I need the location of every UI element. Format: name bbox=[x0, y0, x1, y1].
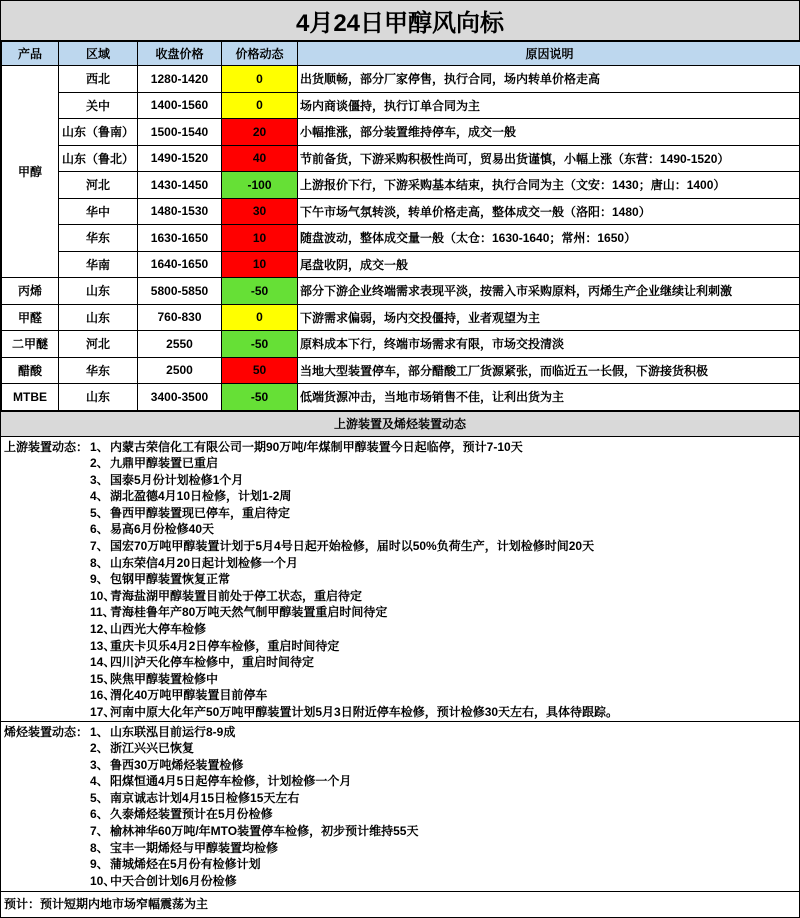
table-row bbox=[2, 384, 800, 411]
list-text: 中天合创计划6月份检修 bbox=[110, 873, 237, 888]
price-cell: 1400-1560 bbox=[138, 92, 222, 119]
change-cell: 0 bbox=[222, 304, 298, 331]
region-cell: 山东（鲁北） bbox=[59, 145, 138, 172]
list-text: 内蒙古荣信化工有限公司一期90万吨/年煤制甲醇装置今日起临停，预计7-10天 bbox=[110, 439, 523, 454]
table-row bbox=[2, 251, 800, 278]
table-row bbox=[2, 92, 800, 119]
list-item bbox=[4, 724, 799, 741]
reason-cell: 随盘波动，整体成交量一般（太仓：1630-1640；常州：1650） bbox=[298, 225, 800, 252]
list-number: 8、 bbox=[90, 840, 109, 855]
list-number: 14、 bbox=[90, 655, 116, 670]
list-lead bbox=[4, 873, 90, 890]
price-cell: 1430-1450 bbox=[138, 172, 222, 199]
list-text: 渭化40万吨甲醇装置目前停车 bbox=[110, 688, 268, 703]
list-lead bbox=[4, 790, 90, 807]
list-number: 7、 bbox=[90, 824, 109, 839]
list-text: 山东联泓目前运行8-9成 bbox=[110, 724, 236, 739]
list-item bbox=[4, 856, 799, 873]
region-cell: 河北 bbox=[59, 172, 138, 199]
list-number: 16、 bbox=[90, 688, 116, 703]
list-text: 宝丰一期烯烃与甲醇装置均检修 bbox=[110, 840, 279, 855]
product-name: MTBE bbox=[2, 384, 59, 411]
list-item bbox=[4, 439, 799, 456]
product-name: 甲醛 bbox=[2, 304, 59, 331]
reason-cell: 下午市场气氛转淡，转单价格走高，整体成交一般（洛阳：1480） bbox=[298, 198, 800, 225]
reason-cell: 出货顺畅，部分厂家停售，执行合同，场内转单价格走高 bbox=[298, 66, 800, 93]
list-lead bbox=[4, 555, 90, 572]
reason-cell: 小幅推涨，部分装置维持停车，成交一般 bbox=[298, 119, 800, 146]
list-item bbox=[4, 588, 799, 605]
product-name: 甲醇 bbox=[2, 66, 59, 278]
list-item bbox=[4, 621, 799, 638]
price-cell: 1280-1420 bbox=[138, 66, 222, 93]
upstream-block bbox=[1, 437, 799, 722]
list-number: 6、 bbox=[90, 522, 109, 537]
list-number: 7、 bbox=[90, 539, 109, 554]
list-number: 9、 bbox=[90, 857, 109, 872]
list-number: 5、 bbox=[90, 505, 109, 520]
list-item bbox=[4, 790, 799, 807]
list-item bbox=[4, 773, 799, 790]
table-header-row bbox=[2, 42, 800, 66]
list-number: 10、 bbox=[90, 873, 116, 888]
list-lead bbox=[4, 455, 90, 472]
list-lead bbox=[4, 773, 90, 790]
reason-cell: 上游报价下行，下游采购基本结束，执行合同为主（文安：1430；唐山：1400） bbox=[298, 172, 800, 199]
change-cell: -50 bbox=[222, 278, 298, 305]
list-item bbox=[4, 671, 799, 688]
change-cell: 30 bbox=[222, 198, 298, 225]
list-text: 四川泸天化停车检修中，重启时间待定 bbox=[110, 655, 315, 670]
table-row bbox=[2, 172, 800, 199]
list-number: 1、 bbox=[90, 724, 109, 739]
list-number: 15、 bbox=[90, 671, 116, 686]
price-cell: 760-830 bbox=[138, 304, 222, 331]
list-text: 鲁西甲醇装置现已停车，重启待定 bbox=[110, 505, 291, 520]
header-price: 收盘价格 bbox=[138, 42, 222, 66]
list-lead bbox=[4, 757, 90, 774]
list-text: 青海盐湖甲醇装置目前处于停工状态，重启待定 bbox=[110, 588, 363, 603]
list-item bbox=[4, 740, 799, 757]
product-name: 醋酸 bbox=[2, 357, 59, 384]
list-item bbox=[4, 638, 799, 655]
table-row bbox=[2, 145, 800, 172]
list-text: 阳煤恒通4月5日起停车检修，计划检修一个月 bbox=[110, 774, 352, 789]
table-row bbox=[2, 198, 800, 225]
olefin-block bbox=[1, 722, 799, 892]
list-number: 12、 bbox=[90, 622, 116, 637]
list-text: 陕焦甲醇装置检修中 bbox=[110, 671, 219, 686]
list-lead bbox=[4, 704, 90, 721]
list-text: 青海桂鲁年产80万吨天然气制甲醇装置重启时间待定 bbox=[110, 605, 388, 620]
table-row bbox=[2, 304, 800, 331]
price-cell: 5800-5850 bbox=[138, 278, 222, 305]
product-name: 二甲醚 bbox=[2, 331, 59, 358]
table-row bbox=[2, 225, 800, 252]
list-lead: 烯烃装置动态： bbox=[4, 724, 89, 739]
list-item bbox=[4, 823, 799, 840]
reason-cell: 原料成本下行，终端市场需求有限，市场交投清淡 bbox=[298, 331, 800, 358]
list-lead bbox=[4, 571, 90, 588]
region-cell: 华东 bbox=[59, 357, 138, 384]
list-lead bbox=[4, 505, 90, 522]
list-lead bbox=[4, 687, 90, 704]
region-cell: 山东 bbox=[59, 384, 138, 411]
list-item bbox=[4, 687, 799, 704]
list-lead bbox=[4, 823, 90, 840]
price-cell: 1490-1520 bbox=[138, 145, 222, 172]
list-item bbox=[4, 571, 799, 588]
list-item bbox=[4, 840, 799, 857]
list-text: 久泰烯烃装置预计在5月份检修 bbox=[110, 807, 273, 822]
change-cell: -100 bbox=[222, 172, 298, 199]
list-text: 包钢甲醇装置恢复正常 bbox=[110, 572, 231, 587]
header-product: 产品 bbox=[2, 42, 59, 66]
reason-cell: 场内商谈僵持，执行订单合同为主 bbox=[298, 92, 800, 119]
region-cell: 西北 bbox=[59, 66, 138, 93]
reason-cell: 低端货源冲击，当地市场销售不佳，让利出货为主 bbox=[298, 384, 800, 411]
list-item bbox=[4, 472, 799, 489]
list-lead bbox=[4, 740, 90, 757]
price-cell: 1640-1650 bbox=[138, 251, 222, 278]
list-text: 河南中原大化年产50万吨甲醇装置计划5月3日附近停车检修，预计检修30天左右，具体待跟踪。 bbox=[110, 705, 619, 719]
price-table bbox=[1, 41, 800, 411]
list-text: 重庆卡贝乐4月2日停车检修，重启时间待定 bbox=[110, 638, 340, 653]
region-cell: 华东 bbox=[59, 225, 138, 252]
reason-cell: 部分下游企业终端需求表现平淡，按需入市采购原料，丙烯生产企业继续让利刺激 bbox=[298, 278, 800, 305]
table-row bbox=[2, 357, 800, 384]
list-text: 易高6月份检修40天 bbox=[110, 522, 215, 537]
list-number: 2、 bbox=[90, 741, 109, 756]
region-cell: 关中 bbox=[59, 92, 138, 119]
list-lead bbox=[4, 671, 90, 688]
change-cell: 20 bbox=[222, 119, 298, 146]
list-lead: 上游装置动态： bbox=[4, 439, 89, 454]
change-cell: 10 bbox=[222, 251, 298, 278]
list-text: 山东荣信4月20日起计划检修一个月 bbox=[110, 555, 299, 570]
list-lead bbox=[4, 840, 90, 857]
price-cell: 1480-1530 bbox=[138, 198, 222, 225]
list-lead bbox=[4, 488, 90, 505]
list-number: 4、 bbox=[90, 774, 109, 789]
table-row bbox=[2, 119, 800, 146]
list-lead bbox=[4, 588, 90, 605]
list-number: 10、 bbox=[90, 588, 116, 603]
list-number: 3、 bbox=[90, 757, 109, 772]
list-lead bbox=[4, 604, 90, 621]
list-item bbox=[4, 555, 799, 572]
price-cell: 3400-3500 bbox=[138, 384, 222, 411]
list-text: 鲁西30万吨烯烃装置检修 bbox=[110, 757, 244, 772]
list-number: 11、 bbox=[90, 605, 115, 620]
list-item bbox=[4, 806, 799, 823]
list-item bbox=[4, 505, 799, 522]
price-cell: 1630-1650 bbox=[138, 225, 222, 252]
region-cell: 山东 bbox=[59, 278, 138, 305]
list-item bbox=[4, 521, 799, 538]
list-item bbox=[4, 604, 799, 621]
change-cell: 40 bbox=[222, 145, 298, 172]
change-cell: 0 bbox=[222, 92, 298, 119]
list-lead bbox=[4, 538, 90, 555]
header-reason: 原因说明 bbox=[298, 42, 800, 66]
list-item bbox=[4, 654, 799, 671]
region-cell: 山东 bbox=[59, 304, 138, 331]
price-cell: 2550 bbox=[138, 331, 222, 358]
list-item bbox=[4, 538, 799, 555]
list-item bbox=[4, 757, 799, 774]
list-number: 4、 bbox=[90, 489, 109, 504]
list-lead bbox=[4, 856, 90, 873]
list-number: 6、 bbox=[90, 807, 109, 822]
price-cell: 1500-1540 bbox=[138, 119, 222, 146]
reason-cell: 尾盘收阴，成交一般 bbox=[298, 251, 800, 278]
region-cell: 华中 bbox=[59, 198, 138, 225]
list-number: 3、 bbox=[90, 472, 109, 487]
list-item bbox=[4, 704, 799, 721]
list-lead bbox=[4, 654, 90, 671]
list-text: 湖北盈德4月10日检修，计划1-2周 bbox=[110, 489, 292, 504]
list-number: 13、 bbox=[90, 638, 116, 653]
table-row bbox=[2, 331, 800, 358]
list-number: 1、 bbox=[90, 439, 109, 454]
change-cell: 0 bbox=[222, 66, 298, 93]
list-number: 5、 bbox=[90, 790, 109, 805]
region-cell: 河北 bbox=[59, 331, 138, 358]
list-text: 南京诚志计划4月15日检修15天左右 bbox=[110, 790, 300, 805]
list-text: 国泰5月份计划检修1个月 bbox=[110, 472, 244, 487]
reason-cell: 下游需求偏弱，场内交投僵持，业者观望为主 bbox=[298, 304, 800, 331]
region-cell: 华南 bbox=[59, 251, 138, 278]
region-cell: 山东（鲁南） bbox=[59, 119, 138, 146]
change-cell: -50 bbox=[222, 384, 298, 411]
change-cell: -50 bbox=[222, 331, 298, 358]
list-number: 8、 bbox=[90, 555, 109, 570]
header-region: 区域 bbox=[59, 42, 138, 66]
list-text: 九鼎甲醇装置已重启 bbox=[110, 456, 219, 471]
reason-cell: 当地大型装置停车，部分醋酸工厂货源紧张，而临近五一长假，下游接货积极 bbox=[298, 357, 800, 384]
list-number: 2、 bbox=[90, 456, 109, 471]
report-title: 4月24日甲醇风向标 bbox=[1, 1, 799, 41]
list-item bbox=[4, 488, 799, 505]
list-lead bbox=[4, 472, 90, 489]
list-lead bbox=[4, 521, 90, 538]
list-item bbox=[4, 455, 799, 472]
list-number: 17、 bbox=[90, 705, 116, 719]
table-row bbox=[2, 278, 800, 305]
forecast-text: 预计：预计短期内地市场窄幅震荡为主 bbox=[4, 896, 209, 911]
list-number: 9、 bbox=[90, 572, 109, 587]
list-text: 榆林神华60万吨/年MTO装置停车检修，初步预计维持55天 bbox=[110, 824, 419, 839]
header-change: 价格动态 bbox=[222, 42, 298, 66]
list-text: 山西光大停车检修 bbox=[110, 622, 207, 637]
change-cell: 10 bbox=[222, 225, 298, 252]
list-item bbox=[4, 873, 799, 890]
product-name: 丙烯 bbox=[2, 278, 59, 305]
list-lead bbox=[4, 806, 90, 823]
price-cell: 2500 bbox=[138, 357, 222, 384]
section-title: 上游装置及烯烃装置动态 bbox=[1, 411, 799, 437]
list-lead bbox=[4, 638, 90, 655]
reason-cell: 节前备货，下游采购积极性尚可，贸易出货谨慎，小幅上涨（东营：1490-1520） bbox=[298, 145, 800, 172]
list-lead bbox=[4, 621, 90, 638]
table-row bbox=[2, 66, 800, 93]
change-cell: 50 bbox=[222, 357, 298, 384]
list-text: 国宏70万吨甲醇装置计划于5月4号日起开始检修，届时以50%负荷生产，计划检修时间20天 bbox=[110, 539, 595, 554]
list-text: 浙江兴兴已恢复 bbox=[110, 741, 195, 756]
list-text: 蒲城烯烃在5月份有检修计划 bbox=[110, 857, 261, 872]
